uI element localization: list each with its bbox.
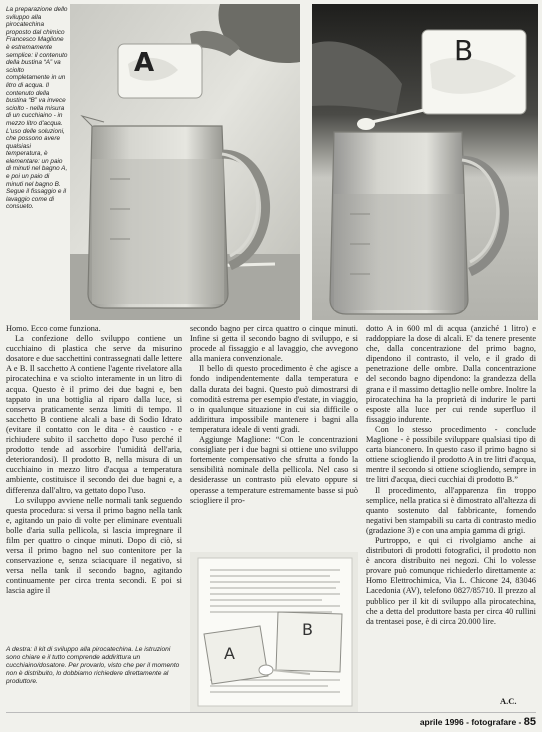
paragraph: Lo sviluppo avviene nelle normali tank seguendo questa procedura: si versa il primo bagno nella tank e, agitando un paio di volte per eliminare eventuali bolle d'aria sulla pellicola, si lascia impregnare il film per quattro o cinque minuti. Dopo di ciò, si versa il primo bagno nel suo contenitore per la conservazione e, senza sciacquare il negativo, si versa nella tank il secondo bagno, agitando continuamente per circa trenta secondi. E poi si lascia agire il — [6, 495, 182, 596]
paragraph: La confezione dello sviluppo contiene un cucchiaino di plastica che serve da misurino dosatore e due sacchettini contrassegnati dalle lettere A e B. Il sacchetto A contiene l'agente rivelatore alla pirocatechina e va sciolto interamente in un litro di acqua. Questo è il primo dei due bagni e, ben tappato in una bottiglia al riparo dalla luce, si conserva praticamente senza limiti di tempo. Il sacchetto B contiene alcali a base di Sodio Idrato (evitare il contatto con le dita - è caustico - e richiudere subito il sacchetto dopo l'uso perché il prodotto tende ad assorbire l'umidità dell'aria, deteriorandosi). Il prodotto B, nella misura di un cucchiaino in mezzo litro d'acqua a temperatura ambiente, costituisce il secondo dei due bagni e, a differenza dall'altro, va gettato dopo l'uso. — [6, 334, 183, 495]
footer-issue: aprile 1996 - fotografare - — [419, 717, 522, 727]
caption-text: A destra: il kit di sviluppo alla pirocatechina. Le istruzioni sono chiare e il tutto comprende addirittura un cucchiaino/dosatore. Per provarlo, visto che per il momento non è distribuito, lo dobbiamo richiedere direttamente al produttore. — [6, 646, 180, 685]
bag-label-a: A — [134, 48, 155, 78]
paragraph: dotto A in 600 ml di acqua (anziché 1 litro) e raddoppiare la dose di alcali. E' da tenere presente che, dalla concentrazione del primo bagno, dipendono il contrasto, il velo, e il grado di penetrazione delle ombre. Dalla concentrazione del secondo bagno dipendono: la grandezza della grana e il massimo dettaglio nelle ombre. Inoltre la pirocatechina ha la proprietà di indurire le parti esposte alla luce per cui rende superfluo il fissaggio indurente. — [366, 324, 536, 424]
paragraph: Con lo stesso procedimento - conclude Maglione - è possibile sviluppare qualsiasi tipo di carta bianconero. In questo caso il primo bagno si ottiene sciogliendo il prodotto A in tre litri d'acqua, mentre il secondo si ottiene sciogliendo, sempre in tre litri d'acqua, dieci cucchiai di prodotto B.” — [366, 424, 536, 485]
kit-label-b: B — [302, 620, 313, 639]
photo-caption-bottom — [6, 646, 182, 686]
photo-caption-top — [6, 6, 68, 211]
article-column-1 — [6, 324, 182, 597]
paragraph: Il bello di questo procedimento è che agisce a fondo indipendentemente dalla temperatura e dalla durata dei bagni. Questo può dimostrarsi di comodità estrema per esempio d'estate, in viaggio, o in qualunque situazione in cui sia difficile o addirittura impossibile mantenere i bagni alla temperatura ideale di venti gradi. — [190, 364, 358, 434]
article-column-2 — [190, 324, 358, 506]
photo-bag-b-jug — [312, 4, 538, 320]
article-column-3 — [366, 324, 536, 627]
page-number: 85 — [523, 716, 536, 728]
bag-label-b: B — [454, 34, 474, 67]
paragraph: Aggiunge Maglione: “Con le concentrazioni consigliate per i due bagni si ottiene uno sviluppo fortemente compensativo che sfrutta a fondo la sensibilità nominale della pellicola. Nel caso si desiderasse un contrasto più elevato oppure si operasse a temperature estremamente basse si può sciogliere il pro- — [190, 435, 358, 505]
paragraph: Homo. Ecco come funziona. — [6, 324, 101, 333]
caption-text: La preparazione dello sviluppo alla pirocatechina proposto dal chimico Francesco Maglione è estremamente semplice: il contenuto della bustina “A” va sciolto completamente in un litro di acqua. Il contenuto della bustina “B” va invece sciolto - nella misura di un cucchiaino - in mezzo litro d'acqua. L'uso delle soluzioni, che possono avere qualsiasi temperatura, è elementare: un paio di minuti nel bagno A, e poi un paio di minuti nel bagno B. Segue il fissaggio e il lavaggio come di consueto. — [6, 6, 68, 211]
photo-bag-a-jug — [70, 4, 300, 320]
paragraph: Purtroppo, e qui ci rivolgiamo anche ai distributori di prodotti fotografici, il prodotto non è ancora distribuito nei negozi. Chi lo volesse provare può comunque richiederlo direttamente a: Homo Elettrochimica, Via L. Chicone 24, 83046 Lacedonia (AV), telefono 0827/85710. Il prezzo al pubblico per il kit di sviluppo alla pirocatechina, che a detta del produttore basta per circa 40 rullini da trentasei pose, è di circa 20.000 lire. — [366, 535, 536, 626]
paragraph: secondo bagno per circa quattro o cinque minuti. Infine si getta il secondo bagno di sviluppo, e si procede al fissaggio e al lavaggio, che avvegono alla maniera convenzionale. — [190, 324, 358, 364]
kit-label-a: A — [224, 644, 235, 663]
page-footer — [420, 716, 536, 728]
photo-kit — [190, 552, 358, 712]
paragraph: Il procedimento, all'apparenza fin troppo semplice, nella pratica si è dimostrato all'altezza di quanto sostenuto dal fabbricante, fornendo negativi ben stampabili su carta di contrasto medio (gradazione 3) e con una ampia gamma di grigi. — [366, 485, 536, 535]
author-signature: A.C. — [500, 696, 517, 706]
footer-rule — [6, 712, 536, 713]
